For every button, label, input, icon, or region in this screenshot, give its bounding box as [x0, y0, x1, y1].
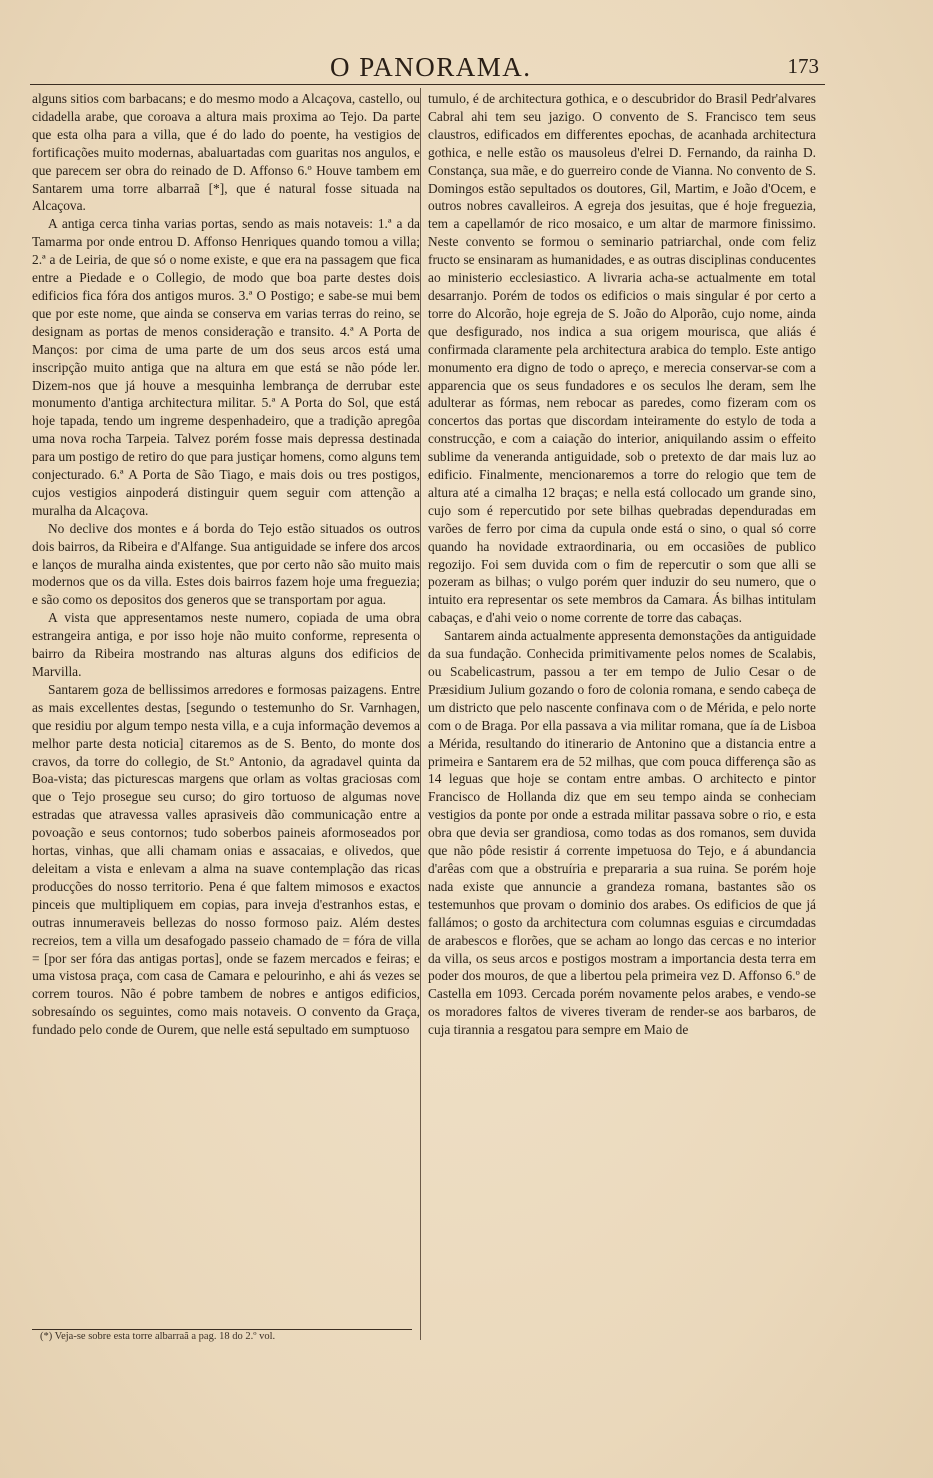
paragraph: A vista que appresentamos neste numero, copiada de uma obra estrangeira antiga, e por isso hoje não muito conforme, representa o bairro da Ribeira mostrando nas alturas alguns dos edificios de Marvilla.: [32, 610, 420, 679]
left-column: [32, 90, 420, 1326]
page-header: [30, 50, 825, 85]
page-title: O PANORAMA.: [330, 52, 532, 82]
paragraph: A antiga cerca tinha varias portas, sendo as mais notaveis: 1.ª a da Tamarma por onde entrou D. Affonso Henriques quando tomou a villa; 2.ª a de Leiria, de que só o nome existe, e que era na passagem que fica entre a Piedade e o Collegio, de modo que boa parte destes dois edificios fica fóra dos antigos muros. 3.ª O Postigo; e sabe-se mui bem que por este nome, que ainda se conserva em varias terras do reino, se designam as portas de menos consideração e transito. 4.ª A Porta de Manços: por cima de uma parte de um dos seus arcos está uma inscripção muito antiga que na altura em que está se não póde ler. Dizem-nos que já houve a mesquinha lembrança de derrubar este monumento d'antiga architectura militar. 5.ª A Porta do Sol, que está hoje tapada, tendo um ingreme despenhadeiro, que a tradição apregôa uma nova rocha Tarpeia. Talvez porém fosse mais depressa destinada para um postigo de retiro do que para justiçar homens, como alguns tem conjecturado. 6.ª A Porta de São Tiago, e mais dois ou tres postigos, cujos vestigios ainpoderá distinguir quem seguir com attenção a muralha da Alcaçova.: [32, 216, 420, 518]
paragraph: No declive dos montes e á borda do Tejo estão situados os outros dois bairros, da Ribeira e d'Alfange. Sua antiguidade se infere dos arcos e lanços de muralha ainda existentes, que por certo não são muito mais modernos que os da villa. Estes dois bairros fazem hoje uma freguezia; e são como os depositos dos generos que se transportam por agua.: [32, 520, 420, 608]
paragraph: alguns sitios com barbacans; e do mesmo modo a Alcaçova, castello, ou cidadella arabe, que coroava a altura mais proxima ao Tejo. Da parte que esta olha para a villa, que é do lado do poente, ha vestigios de fortificações muito modernas, abaluartadas com guaritas nos angulos, e que parecem ser obra do reinado de D. Affonso 6.º Houve tambem em Santarem uma torre albarraã [*], que é natural fosse situada na Alcaçova.: [32, 91, 420, 214]
column-divider: [420, 88, 421, 1340]
paragraph: tumulo, é de architectura gothica, e o descubridor do Brasil Pedr'alvares Cabral ahi tem seu jazigo. O convento de S. Francisco tem seus claustros, edificados em differentes epochas, de acanhada architectura gothica, e nelle estão os mausoleus d'elrei D. Fernando, da rainha D. Constança, sua mãe, e do guerreiro conde de Vianna. No convento de S. Domingos estão sepultados os doutores, Gil, Martim, e João d'Ocem, e outros nobres cavalleiros. A egreja dos jesuitas, que é hoje freguezia, tem a capellamór de rico mosaico, e um altar de marmore finissimo. Neste convento se formou o seminario patriarchal, onde com feliz fructo se ensinaram as humanidades, e as outras disciplinas conducentes ao ministerio ecclesiastico. A livraria acha-se actualmente em total desarranjo. Porém de todos os edificios o mais singular é por certo a torre do Alcorão, hoje egreja de S. João do Alporão, cujo nome, ainda que desfigurado, nos indica a sua origem mourisca, que aliás é confirmada claramente pela architectura arabica do templo. Este antigo monumento era digno de todo o apreço, e merecia conservar-se com a apparencia que os seus fundadores e os seculos lhe deram, sem lhe adulterar as fórmas, nem rebocar as paredes, como fizeram com os concertos das portas que discordam inteiramente do estylo de toda a construcção, e com a caiação do interior, aniquilando assim o effeito sublime da veneranda antiguidade, sob o pretexto de dar mais luz ao edificio. Finalmente, mencionaremos a torre do relogio que tem de altura até a cimalha 12 braças; e nella está collocado um grande sino, cujo som é repercutido por sete bilhas quebradas dependuradas em varões de ferro por cima da cupula onde está o sino, o qual só corre quando ha novidade extraordinaria, ou em occasiões de publico regozijo. Foi sem duvida com o fim de repercutir o som que alli se pozeram as bilhas; o vulgo porém quer induzir do seu numero, que o intuito era representar os sete membros da Camara. Ás bilhas intitulam cabaças, e d'ahi veio o nome corrente de torre das cabaças.: [428, 91, 816, 626]
paragraph: Santarem goza de bellissimos arredores e formosas paizagens. Entre as mais excellentes destas, [segundo o testemunho do Sr. Varnhagen, que residiu por algum tempo nesta villa, e a cuja informação devemos a melhor parte desta noticia] citaremos as de S. Bento, do monte dos cravos, da torre do collegio, de St.º Antonio, da agradavel quinta da Boa-vista; das picturescas margens que orlam as voltas graciosas com que o Tejo prosegue seu curso; do giro tortuoso de algumas nove estradas que atravessa valles aprasiveis dão communicação entre a povoação e seus contornos; tudo soberbos paineis aformoseados por hortas, vinhas, que alli chamam onias e assacaias, e olivedos, que deleitam a vista e enlevam a alma na suave contemplação das ricas producções do nosso territorio. Pena é que faltem mimosos e exactos pinceis que multipliquem em copias, para inveja d'estranhos estas, e outras innumeraveis bellezas do nosso formoso paiz. Além destes recreios, tem a villa um desafogado passeio chamado de = fóra de villa = [por ser fóra das antigas portas], onde se fazem mercados e feiras; e uma vistosa praça, com casa de Camara e pelourinho, e ahi ás vezes se correm touros. Não é pobre tambem de nobres e antigos edificios, sobresaíndo os seguintes, como mais notaveis. O convento da Graça, fundado pelo conde de Ourem, que nelle está sepultado em sumptuoso: [32, 681, 420, 1038]
paragraph: Santarem ainda actualmente appresenta demonstações da antiguidade da sua fundação. Conhecida primitivamente pelos nomes de Scalabis, ou Scabelicastrum, passou a ter em tempo de Julio Cesar o de Præsidium Julium gozando o foro de colonia romana, e sendo cabeça de um districto que pelo nascente confinava com o de Mérida, e pelo norte com o de Braga. Por ella passava a via militar romana, que ía de Lisboa a Mérida, resultando do itinerario de Antonino que a distancia entre a primeira e Santarem era de 52 milhas, que com pouca differença são as 14 leguas que hoje se contam entre ambas. O architecto e pintor Francisco de Hollanda diz que em seu tempo ainda se conheciam vestigios da ponte por onde a estrada militar passava sobre o rio, e esta obra que devia ser grandiosa, como todas as dos romanos, sem duvida que não pôde resistir á corrente impetuosa do Tejo, e á abundancia d'arêas com que a obstruíria e prepararia a sua ruina. Se porém hoje nada existe que annuncie a grandeza romana, bastantes são os testemunhos que provam o dominio dos arabes. Os edificios de que já fallámos; o gosto da architectura com columnas esguias e circumdadas de arabescos e florões, que se acham ao longo das cercas e no interior da villa, os seus arcos e postigos mostram a importancia desta terra em poder dos mouros, de que a libertou pela primeira vez D. Affonso 6.º de Castella em 1093. Cercada porém novamente pelos arabes, e vendo-se os moradores faltos de viveres tiveram de render-se aos barbaros, de cuja tirannia a resgatou para sempre em Maio de: [428, 628, 816, 1038]
footnote: (*) Veja-se sobre esta torre albarraã a pag. 18 do 2.º vol.: [40, 1331, 276, 1342]
right-column: [428, 90, 816, 1342]
page-number: 173: [787, 54, 819, 78]
